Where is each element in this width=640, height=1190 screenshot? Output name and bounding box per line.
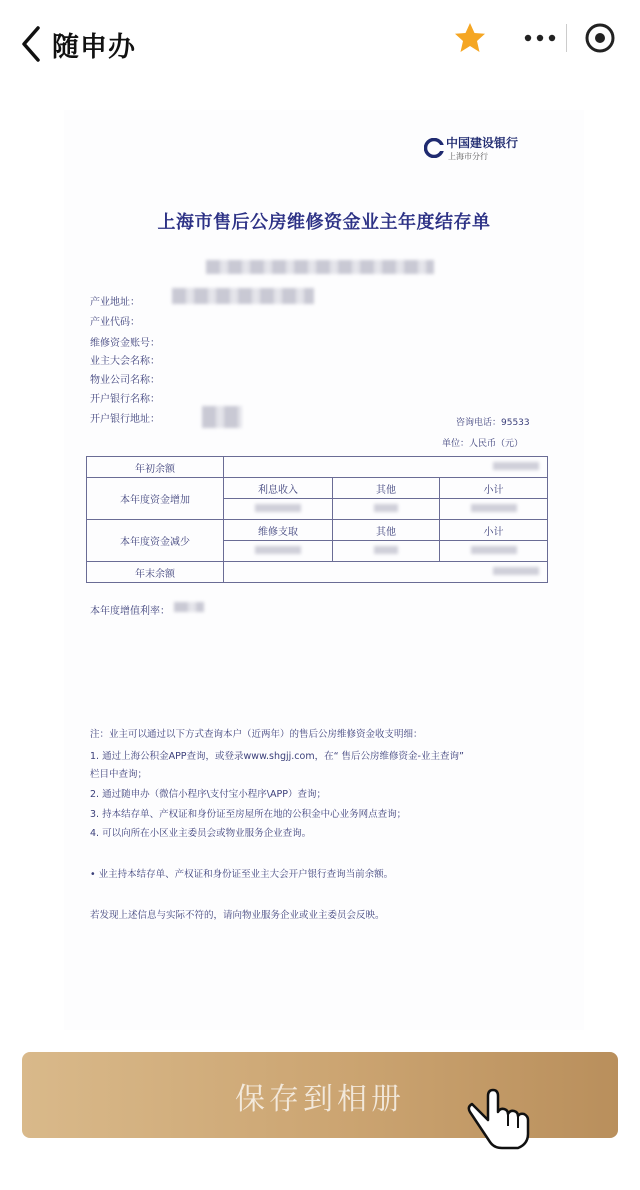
field-property-company: 物业公司名称： xyxy=(90,375,160,386)
notes-intro: 注：业主可以通过以下方式查询本户（近两年）的售后公房维修资金收支明细： xyxy=(90,729,423,740)
notes-item-1-cont: 栏目中查询； xyxy=(90,769,148,780)
favorite-button[interactable] xyxy=(452,20,488,56)
redacted-value xyxy=(374,504,398,512)
field-opening-bank: 开户银行名称： xyxy=(90,394,160,405)
label-closing-balance: 年末余额 xyxy=(87,562,224,583)
field-owners-assembly: 业主大会名称： xyxy=(90,356,160,367)
label-decrease: 本年度资金减少 xyxy=(87,520,224,562)
redacted-value xyxy=(471,546,517,554)
currency-unit: 单位：人民币（元） xyxy=(442,439,524,449)
redacted-address xyxy=(172,288,314,304)
document-title: 上海市售后公房维修资金业主年度结存单 xyxy=(157,212,491,233)
redacted-value xyxy=(255,546,301,554)
notes-item-2: 2. 通过随申办（微信小程序\支付宝小程序\APP）查询； xyxy=(90,789,326,800)
redacted-name xyxy=(206,260,434,274)
notes-closing: 若发现上述信息与实际不符的，请向物业服务企业或业主委员会反映。 xyxy=(90,910,385,921)
label-increase: 本年度资金增加 xyxy=(87,478,224,520)
notes-item-3: 3. 持本结存单、产权证和身份证至房屋所在地的公积金中心业务网点查询； xyxy=(90,809,407,820)
redacted-value xyxy=(493,567,539,575)
pointer-hand-icon xyxy=(462,1082,542,1152)
table-row xyxy=(87,562,548,583)
star-icon xyxy=(452,20,488,56)
redacted-value xyxy=(255,504,301,512)
bank-branch: 上海市分行 xyxy=(448,152,488,161)
table-row xyxy=(87,520,548,541)
balance-table xyxy=(86,456,548,583)
save-button-label: 保存到相册 xyxy=(235,1082,405,1117)
more-options-button[interactable] xyxy=(520,22,560,54)
header-subtotal: 小计 xyxy=(440,478,548,499)
table-row xyxy=(87,478,548,499)
interest-rate-label: 本年度增值利率： xyxy=(90,606,170,617)
redacted-value xyxy=(493,462,539,470)
field-maintenance-account: 维修资金账号： xyxy=(90,338,160,349)
header-other2: 其他 xyxy=(333,520,440,541)
header-subtotal2: 小计 xyxy=(440,520,548,541)
field-property-code: 产业代码： xyxy=(90,317,140,328)
ccb-logo-icon xyxy=(424,138,444,158)
target-circle-icon xyxy=(582,20,618,56)
header-other: 其他 xyxy=(333,478,440,499)
hotline-text: 咨询电话：95533 xyxy=(456,418,530,428)
notes-item-4: 4. 可以向所在小区业主委员会或物业服务企业查询。 xyxy=(90,828,312,839)
notes-item-1: 1. 通过上海公积金APP查询，或登录www.shgjj.com，在“ 售后公房维修资金-业主查询” xyxy=(90,751,464,762)
redacted-value xyxy=(374,546,398,554)
bank-name: 中国建设银行 xyxy=(446,136,519,150)
bank-logo xyxy=(424,132,564,166)
table-row xyxy=(87,457,548,478)
app-title: 随申办 xyxy=(52,32,136,63)
redacted-value xyxy=(471,504,517,512)
top-bar xyxy=(0,0,640,88)
field-opening-bank-address: 开户银行地址： xyxy=(90,414,160,425)
header-maintenance-expense: 维修支取 xyxy=(224,520,333,541)
balance-statement-document xyxy=(64,110,584,1030)
toolbar-divider xyxy=(566,24,567,52)
field-property-address: 产业地址： xyxy=(90,297,140,308)
close-miniapp-button[interactable] xyxy=(582,20,618,56)
redacted-rate xyxy=(174,602,204,612)
label-opening-balance: 年初余额 xyxy=(87,457,224,478)
redacted-bank-address xyxy=(202,406,242,428)
more-dots-icon xyxy=(520,22,560,54)
notes-bullet: • 业主持本结存单、产权证和身份证至业主大会开户银行查询当前余额。 xyxy=(90,869,394,880)
header-interest-income: 利息收入 xyxy=(224,478,333,499)
